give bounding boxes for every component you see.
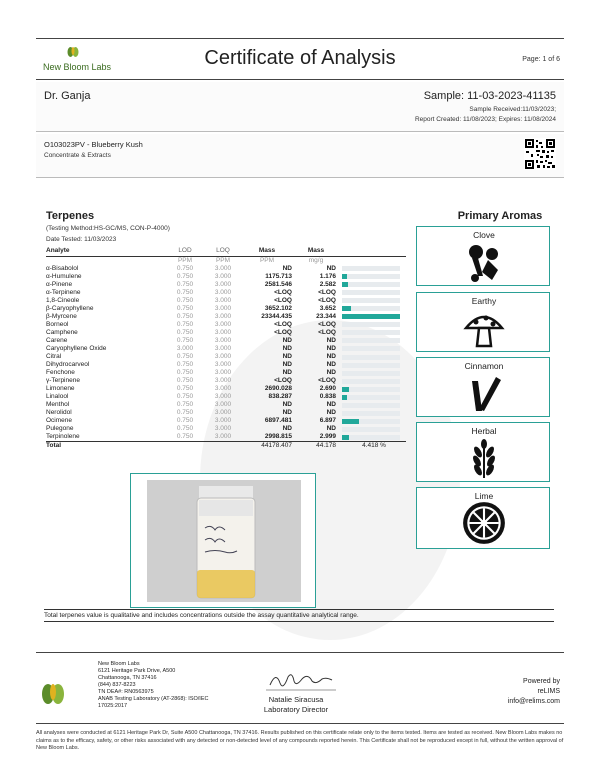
lod-value: 0.750 [176,328,194,336]
concentration-bar-track [342,314,400,319]
concentration-bar-cell [336,337,406,345]
header-loq: LOQ [204,246,242,256]
table-row [46,321,406,329]
leaf-logo-icon [40,681,66,707]
units-row [46,256,406,265]
table-row [46,433,406,442]
concentration-bar-fill [342,395,347,400]
lod-value: 0.750 [176,433,194,441]
primary-aromas-title: Primary Aromas [457,210,543,222]
mass-ppm: 2581.546 [264,280,292,288]
sample-id: Sample: 11-03-2023-41135 [423,90,556,102]
analyte-name: α-Bisabolol [46,264,79,272]
aroma-label: Lime [474,491,494,501]
concentration-bar-track [342,419,400,424]
header-mass-mg: Mass [296,246,336,256]
client-name: Dr. Ganja [44,90,91,102]
analyte-name: Pulegone [46,425,74,433]
concentration-bar-cell [336,409,406,417]
mass-ppm: 1175.713 [265,272,292,280]
loq-value: 3.000 [214,433,232,441]
aroma-label: Earthy [471,296,497,306]
clove-icon [462,242,506,284]
lod-value: 0.750 [176,417,194,425]
lod-value: 0.750 [176,401,194,409]
loq-value: 3.000 [214,369,232,377]
product-info [36,134,564,178]
mass-mg: ND [326,336,336,344]
herb-icon [462,438,506,480]
mass-mg: 3.652 [319,304,336,312]
analyte-name: Ocimene [46,417,73,425]
loq-value: 3.000 [214,425,232,433]
lod-value: 0.750 [176,280,194,288]
mass-mg: 6.897 [319,417,336,425]
concentration-bar-cell [336,273,406,281]
concentration-bar-track [342,387,400,392]
mass-ppm: ND [282,336,292,344]
concentration-bar-track [342,322,400,327]
concentration-bar-cell [336,305,406,313]
concentration-bar-track [342,363,400,368]
mass-mg: 23.344 [316,312,336,320]
aroma-card-earthy [416,292,550,352]
loq-value: 3.000 [214,272,232,280]
loq-value: 3.000 [214,385,232,393]
analyte-name: α-Pinene [46,280,73,288]
concentration-bar-cell [336,289,406,297]
analyte-name: Linalool [46,393,69,401]
analyte-name: Nerolidol [46,409,72,417]
loq-value: 3.000 [214,353,232,361]
concentration-bar-fill [342,274,347,279]
loq-value: 3.000 [214,361,232,369]
loq-value: 3.000 [214,336,232,344]
lod-value: 0.750 [176,369,194,377]
concentration-bar-track [342,355,400,360]
concentration-bar-track [342,371,400,376]
mass-mg: ND [326,409,336,417]
concentration-bar-cell [336,345,406,353]
table-row [46,273,406,281]
table-row [46,409,406,417]
mass-ppm: <LOQ [274,377,292,385]
unit-lod: PPM [177,256,193,264]
report-dates: Report Created: 11/08/2023; Expires: 11/08/2024 [414,116,556,123]
mass-mg: ND [326,369,336,377]
concentration-bar-cell [336,377,406,385]
header-mass-ppm: Mass [242,246,296,256]
aroma-card-cinnamon [416,357,550,417]
table-row [46,369,406,377]
table-row [46,265,406,273]
concentration-bar-track [342,338,400,343]
total-row [46,442,406,451]
mass-ppm: ND [282,264,292,272]
table-row [46,393,406,401]
concentration-bar-cell [336,361,406,369]
concentration-bar-fill [342,282,348,287]
table-row [46,281,406,289]
lab-address: New Bloom Labs 6121 Heritage Park Drive, A500 Chattanooga, TN 37416 (844) 837-8223 TN DEA#: RN0563975 ANAB Testing Laboratory (AT-2868): ISO/IEC 17025:2017 [98,661,209,709]
lod-value: 0.750 [176,377,194,385]
mass-mg: 2.582 [319,280,336,288]
unit-loq: PPM [215,256,231,264]
aroma-card-clove [416,226,550,286]
analyte-name: α-Humulene [46,272,82,280]
loq-value: 3.000 [214,393,232,401]
mass-ppm: 2998.815 [264,433,292,441]
loq-value: 3.000 [214,328,232,336]
mass-ppm: 838.287 [268,393,292,401]
concentration-bar-cell [336,321,406,329]
sample-received: Sample Received:11/03/2023; [469,106,556,113]
loq-value: 3.000 [214,312,232,320]
product-category: Concentrate & Extracts [44,152,111,159]
concentration-bar-track [342,306,400,311]
concentration-bar-track [342,290,400,295]
loq-value: 3.000 [214,296,232,304]
mass-ppm: ND [282,401,292,409]
mass-mg: ND [326,353,336,361]
concentration-bar-fill [342,306,351,311]
loq-value: 3.000 [214,320,232,328]
loq-value: 3.000 [214,280,232,288]
concentration-bar-fill [342,314,400,319]
loq-value: 3.000 [214,344,232,352]
lod-value: 0.750 [176,320,194,328]
analyte-name: Camphene [46,328,78,336]
lod-value: 0.750 [176,304,194,312]
concentration-bar-track [342,379,400,384]
divider [44,621,554,622]
page-header [36,38,564,80]
lod-value: 0.750 [176,409,194,417]
table-row [46,329,406,337]
lab-logo-text: New Bloom Labs [42,62,112,72]
lod-value: 0.750 [176,393,194,401]
analyte-name: Limonene [46,385,75,393]
analyte-name: Carene [46,336,68,344]
lod-value: 0.750 [176,288,194,296]
legal-disclaimer: All analyses were conducted at 6121 Heritage Park Dr, Suite A500 Chattanooga, TN 37416. Results published on this certificate relate only to the items tested. Items are tested as received. New Bloom Labs makes no claims as to the efficacy, safety, or other risks associated with any detected or non-detected level of any compounds reported herein. This Certificate shall not be reproduced except in full, without the written approval of New Bloom Labs. [36,730,564,751]
mass-ppm: ND [282,361,292,369]
signer-role: Laboratory Director [263,705,329,714]
mass-ppm: ND [282,425,292,433]
testing-method: (Testing Method:HS-GC/MS, CON-P-4000) [46,225,170,232]
table-row [46,377,406,385]
concentration-bar-cell [336,425,406,433]
total-label: Total [46,442,166,451]
mass-mg: <LOQ [318,377,336,385]
loq-value: 3.000 [214,401,232,409]
mass-mg: <LOQ [318,320,336,328]
concentration-bar-track [342,395,400,400]
signer-name: Natalie Siracusa [268,695,324,704]
unit-ppm: PPM [259,256,275,264]
table-row [46,361,406,369]
concentration-bar-fill [342,435,349,440]
loq-value: 3.000 [214,409,232,417]
lod-value: 0.750 [176,385,194,393]
concentration-bar-track [342,266,400,271]
concentration-bar-track [342,298,400,303]
aroma-label: Cinnamon [464,361,504,371]
loq-value: 3.000 [214,264,232,272]
table-row [46,297,406,305]
mass-ppm: ND [282,344,292,352]
concentration-bar-cell [336,265,406,273]
document-title: Certificate of Analysis [204,47,396,69]
concentration-bar-cell [336,313,406,321]
lod-value: 0.750 [176,361,194,369]
mass-ppm: <LOQ [274,296,292,304]
mass-mg: ND [326,401,336,409]
lod-value: 0.750 [176,312,194,320]
concentration-bar-track [342,282,400,287]
date-tested: Date Tested: 11/03/2023 [46,236,117,243]
concentration-bar-cell [336,329,406,337]
lod-value: 3.000 [176,344,194,352]
aroma-label: Herbal [471,426,497,436]
table-row [46,425,406,433]
terpenes-note: Total terpenes value is qualitative and includes concentrations outside the assay quantitative analytical range. [44,612,359,619]
concentration-bar-cell [336,369,406,377]
header-analyte: Analyte [46,246,166,256]
total-loq [204,442,242,451]
total-lod [166,442,204,451]
concentration-bar-fill [342,419,359,424]
mass-mg: 2.690 [319,385,336,393]
concentration-bar-track [342,274,400,279]
mass-ppm: 2690.028 [264,385,292,393]
total-mg: 44.178 [296,442,336,451]
loq-value: 3.000 [214,417,232,425]
loq-value: 3.000 [214,304,232,312]
analyte-name: Dihydrocarveol [46,361,90,369]
analyte-name: 1,8-Cineole [46,296,80,304]
mass-ppm: ND [282,409,292,417]
analyte-name: γ-Terpinene [46,377,80,385]
aroma-label: Clove [473,230,495,240]
analyte-name: Terpinolene [46,433,80,441]
mass-ppm: ND [282,369,292,377]
mass-ppm: 3652.102 [264,304,292,312]
concentration-bar-cell [336,393,406,401]
mass-ppm: 23344.435 [261,312,292,320]
mass-mg: <LOQ [318,296,336,304]
table-row [46,289,406,297]
mass-mg: <LOQ [318,328,336,336]
mass-mg: ND [326,344,336,352]
lod-value: 0.750 [176,272,194,280]
mass-mg: ND [326,264,336,272]
mass-mg: 0.838 [319,393,336,401]
analyte-name: Citral [46,353,62,361]
total-ppm: 44178.407 [242,442,296,451]
concentration-bar-track [342,403,400,408]
lod-value: 0.750 [176,296,194,304]
mass-ppm: 6897.481 [264,417,292,425]
concentration-bar-track [342,346,400,351]
concentration-bar-track [342,330,400,335]
mass-mg: 1.176 [319,272,336,280]
product-name: O103023PV - Blueberry Kush [44,140,143,149]
client-info [36,82,564,132]
concentration-bar-cell [336,281,406,289]
lod-value: 0.750 [176,353,194,361]
table-header-row [46,246,406,256]
lod-value: 0.750 [176,425,194,433]
section-title: Terpenes [46,210,95,222]
table-row [46,305,406,313]
concentration-bar-cell [336,417,406,425]
mass-mg: 2.999 [319,433,336,441]
loq-value: 3.000 [214,288,232,296]
sample-photo [147,480,301,602]
table-row [46,337,406,345]
concentration-bar-track [342,411,400,416]
mass-mg: <LOQ [318,288,336,296]
cinnamon-icon [462,373,506,415]
mass-mg: ND [326,361,336,369]
table-row [46,417,406,425]
table-row [46,313,406,321]
terpenes-table [46,246,406,450]
concentration-bar-track [342,435,400,440]
qr-code-icon[interactable] [524,138,556,170]
loq-value: 3.000 [214,377,232,385]
total-percent: 4.418 % [336,442,406,451]
mass-ppm: <LOQ [274,320,292,328]
lime-icon [461,500,507,546]
header-lod: LOD [166,246,204,256]
mushroom-icon [462,308,506,350]
aroma-card-lime [416,487,550,549]
analyte-name: Menthol [46,401,70,409]
concentration-bar-cell [336,401,406,409]
analyte-name: Caryophyllene Oxide [46,344,107,352]
page-footer [36,652,564,724]
signature [266,671,336,691]
mass-ppm: ND [282,353,292,361]
table-row [46,353,406,361]
table-row [46,345,406,353]
mass-mg: ND [326,425,336,433]
contact-email[interactable]: info@relims.com [507,698,560,705]
powered-by: Powered by reLIMS info@relims.com [507,678,560,705]
page-number: Page: 1 of 6 [522,56,560,63]
table-row [46,401,406,409]
terpenes-table-body [46,256,406,450]
concentration-bar-cell [336,433,406,442]
analyte-name: β-Caryophyllene [46,304,94,312]
unit-mg: mg/g [308,256,324,264]
concentration-bar-cell [336,385,406,393]
header-bar [336,246,406,256]
analyte-name: α-Terpinene [46,288,81,296]
analyte-name: Borneol [46,320,69,328]
table-row [46,385,406,393]
concentration-bar-cell [336,353,406,361]
analyte-name: β-Myrcene [46,312,77,320]
aroma-card-herbal [416,422,550,482]
analyte-name: Fenchone [46,369,75,377]
concentration-bar-track [342,427,400,432]
concentration-bar-cell [336,297,406,305]
mass-ppm: <LOQ [274,288,292,296]
lod-value: 0.750 [176,264,194,272]
sample-photo-frame [130,473,316,608]
concentration-bar-fill [342,387,349,392]
mass-ppm: <LOQ [274,328,292,336]
lod-value: 0.750 [176,336,194,344]
